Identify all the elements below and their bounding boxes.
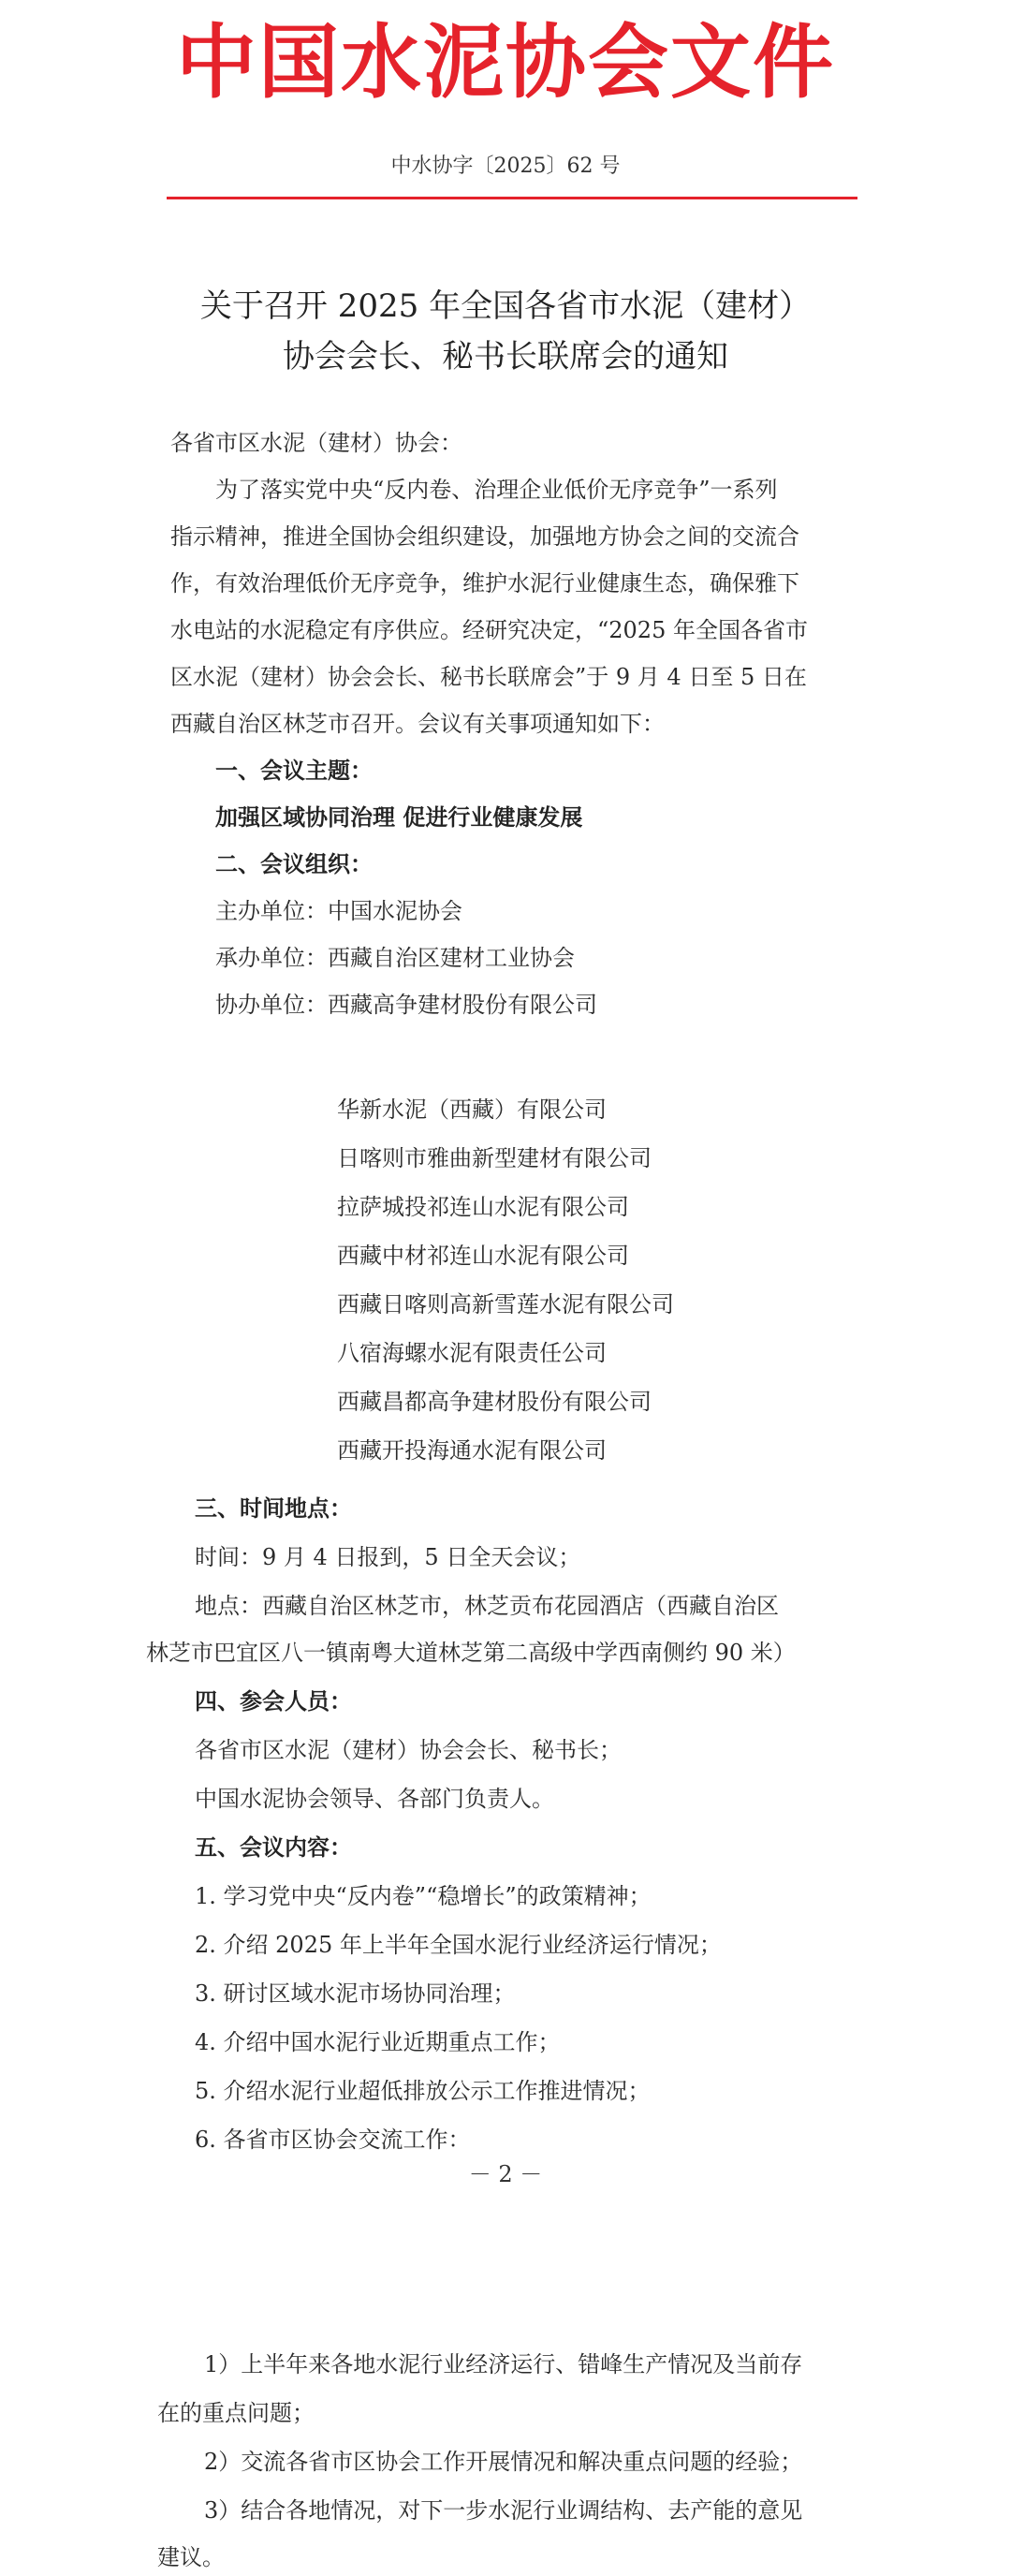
host-unit: 主办单位：中国水泥协会 [215, 898, 462, 924]
agenda-item: 1. 学习党中央“反内卷”“稳增长”的政策精神； [195, 1883, 652, 1909]
document-header-title: 中国水泥协会文件 [176, 16, 835, 110]
company-item: 西藏昌都高争建材股份有限公司 [337, 1389, 652, 1415]
company-item: 八宿海螺水泥有限责任公司 [337, 1340, 607, 1366]
company-item: 华新水泥（西藏）有限公司 [337, 1097, 607, 1123]
agenda-item: 6. 各省市区协会交流工作： [195, 2127, 471, 2153]
meeting-time: 时间：9 月 4 日报到，5 日全天会议； [195, 1544, 581, 1570]
section-heading: 三、时间地点： [195, 1495, 352, 1522]
company-item: 日喀则市雅曲新型建材有限公司 [337, 1145, 652, 1171]
intro-line: 指示精神，推进全国协会组织建设，加强地方协会之间的交流合 [170, 523, 799, 550]
agenda-item: 5. 介绍水泥行业超低排放公示工作推进情况； [195, 2078, 651, 2104]
agenda-item: 4. 介绍中国水泥行业近期重点工作； [195, 2029, 561, 2055]
agenda-item: 2. 介绍 2025 年上半年全国水泥行业经济运行情况； [195, 1932, 722, 1958]
exchange-item-cont: 建议。 [157, 2544, 225, 2570]
company-item: 西藏中材祁连山水泥有限公司 [337, 1243, 629, 1269]
company-item: 拉萨城投祁连山水泥有限公司 [337, 1194, 629, 1220]
intro-line: 区水泥（建材）协会会长、秘书长联席会”于 9 月 4 日至 5 日在 [170, 664, 807, 690]
notice-title-line: 协会会长、秘书长联席会的通知 [283, 338, 728, 375]
agenda-item: 3. 研讨区域水泥市场协同治理； [195, 1980, 516, 2007]
document-number: 中水协字〔2025〕62 号 [390, 155, 621, 178]
company-item: 西藏日喀则高新雪莲水泥有限公司 [337, 1291, 674, 1317]
notice-title [0, 281, 1011, 382]
section-heading: 二、会议组织： [215, 851, 373, 877]
company-item: 西藏开投海通水泥有限公司 [337, 1437, 607, 1464]
meeting-place-cont: 林芝市巴宜区八一镇南粤大道林芝第二高级中学西南侧约 90 米） [146, 1640, 796, 1666]
exchange-item: 2）交流各省市区协会工作开展情况和解决重点问题的经验； [204, 2449, 803, 2475]
intro-line: 作，有效治理低价无序竞争，维护水泥行业健康生态，确保雅下 [170, 570, 799, 596]
section-heading: 五、会议内容： [195, 1834, 352, 1861]
intro-line: 水电站的水泥稳定有序供应。经研究决定，“2025 年全国各省市 [170, 617, 808, 643]
meeting-place: 地点：西藏自治区林芝市，林芝贡布花园酒店（西藏自治区 [195, 1593, 779, 1619]
intro-line: 为了落实党中央“反内卷、治理企业低价无序竞争”一系列 [215, 477, 778, 503]
exchange-item: 1）上半年来各地水泥行业经济运行、错峰生产情况及当前存 [204, 2351, 803, 2377]
exchange-item-cont: 在的重点问题； [157, 2400, 315, 2426]
exchange-item: 3）结合各地情况，对下一步水泥行业调结构、去产能的意见 [204, 2497, 803, 2524]
attendee-item: 各省市区水泥（建材）协会会长、秘书长； [195, 1737, 622, 1763]
intro-line: 西藏自治区林芝市召开。会议有关事项通知如下： [170, 711, 665, 737]
notice-title-line: 关于召开 2025 年全国各省市水泥（建材） [199, 287, 812, 325]
red-divider [167, 197, 857, 199]
page-number: － 2 － [468, 2161, 543, 2187]
co-organizer-unit: 协办单位：西藏高争建材股份有限公司 [215, 992, 597, 1018]
organizer-unit: 承办单位：西藏自治区建材工业协会 [215, 945, 575, 971]
meeting-theme: 加强区域协同治理 促进行业健康发展 [215, 804, 583, 831]
section-heading: 四、参会人员： [195, 1688, 352, 1715]
salutation: 各省市区水泥（建材）协会： [170, 430, 462, 456]
attendee-item: 中国水泥协会领导、各部门负责人。 [195, 1786, 554, 1812]
section-heading: 一、会议主题： [215, 758, 373, 784]
